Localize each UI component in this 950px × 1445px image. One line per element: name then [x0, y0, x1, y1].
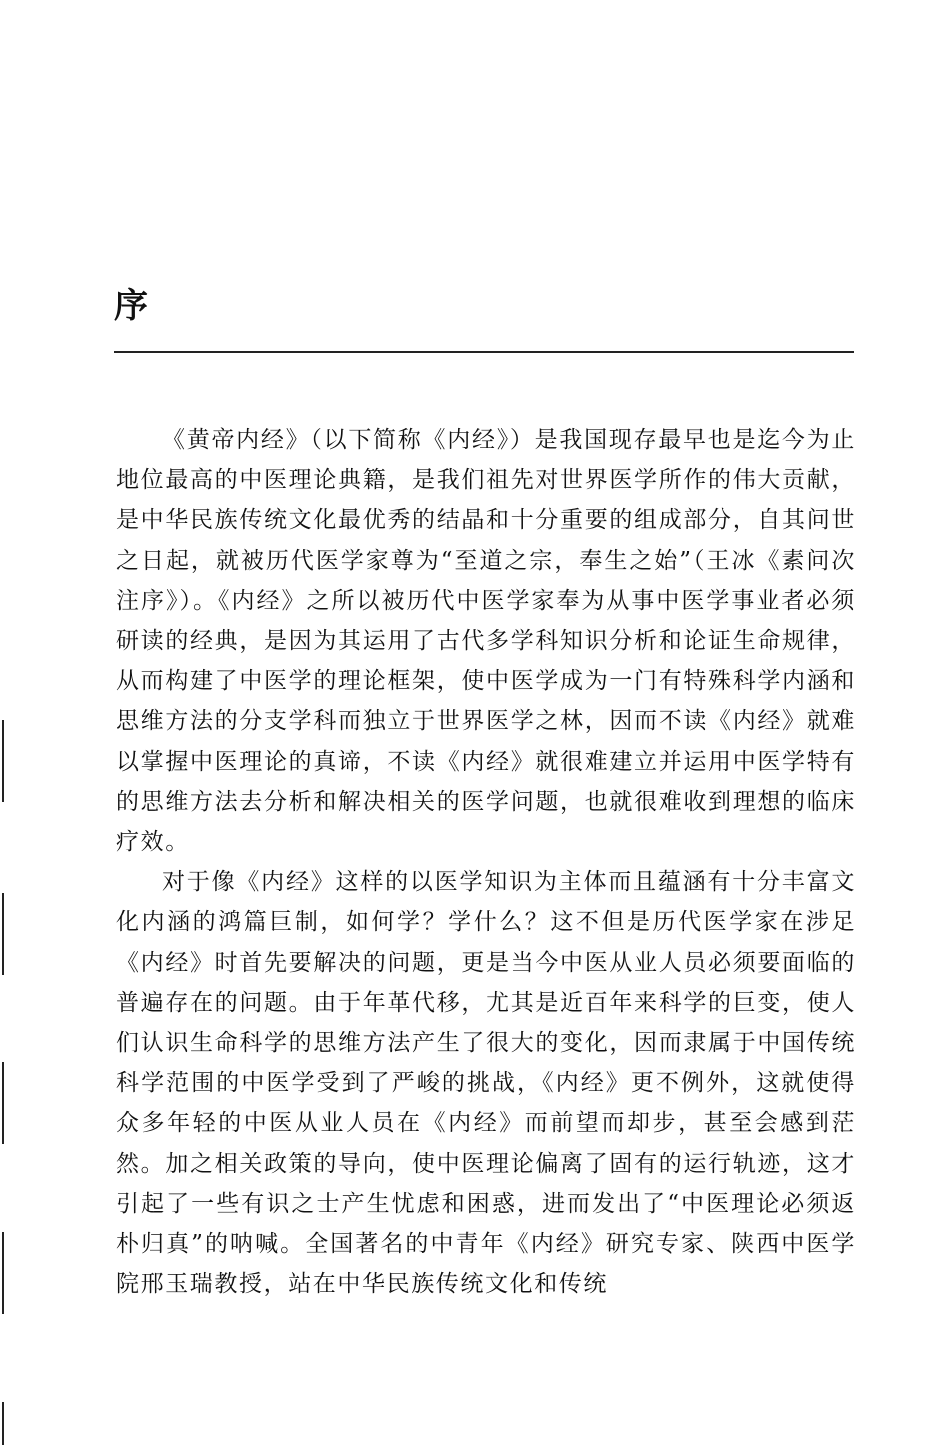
margin-scan-mark [2, 1402, 4, 1445]
page-title: 序 [114, 286, 148, 326]
margin-scan-mark [2, 1062, 4, 1144]
paragraph-1: 《黄帝内经》（以下简称《内经》）是我国现存最早也是迄今为止地位最高的中医理论典籍，是我们祖先对世界医学所作的伟大贡献，是中华民族传统文化最优秀的结晶和十分重要的组成部分，自其问世之日起，就被历代医学家尊为“至道之宗，奉生之始”（王冰《素问次注序》）。《内经》之所以被历代中医学家奉为从事中医学事业者必须研读的经典，是因为其运用了古代多学科知识分析和论证生命规律，从而构建了中医学的理论框架，使中医学成为一门有特殊科学内涵和思维方法的分支学科而独立于世界医学之林，因而不读《内经》就难以掌握中医理论的真谛，不读《内经》就很难建立并运用中医学特有的思维方法去分析和解决相关的医学问题，也就很难收到理想的临床疗效。 [116, 427, 856, 856]
margin-scan-mark [2, 720, 4, 802]
margin-scan-mark [2, 1232, 4, 1314]
margin-scan-mark [2, 893, 4, 975]
title-divider [114, 351, 854, 353]
paragraph-2: 对于像《内经》这样的以医学知识为主体而且蕴涵有十分丰富文化内涵的鸿篇巨制，如何学？学什么？这不但是历代医学家在涉足《内经》时首先要解决的问题，更是当今中医从业人员必须要面临的普遍存在的问题。由于年革代移，尤其是近百年来科学的巨变，使人们认识生命科学的思维方法产生了很大的变化，因而隶属于中国传统科学范围的中医学受到了严峻的挑战，《内经》更不例外，这就使得众多年轻的中医从业人员在《内经》而前望而却步，甚至会感到茫然。加之相关政策的导向，使中医理论偏离了固有的运行轨迹，这才引起了一些有识之士产生忧虑和困惑，进而发出了“中医理论必须返朴归真”的呐喊。全国著名的中青年《内经》研究专家、陕西中医学院邢玉瑞教授，站在中华民族传统文化和传统 [116, 869, 856, 1298]
body-text [116, 420, 856, 1304]
